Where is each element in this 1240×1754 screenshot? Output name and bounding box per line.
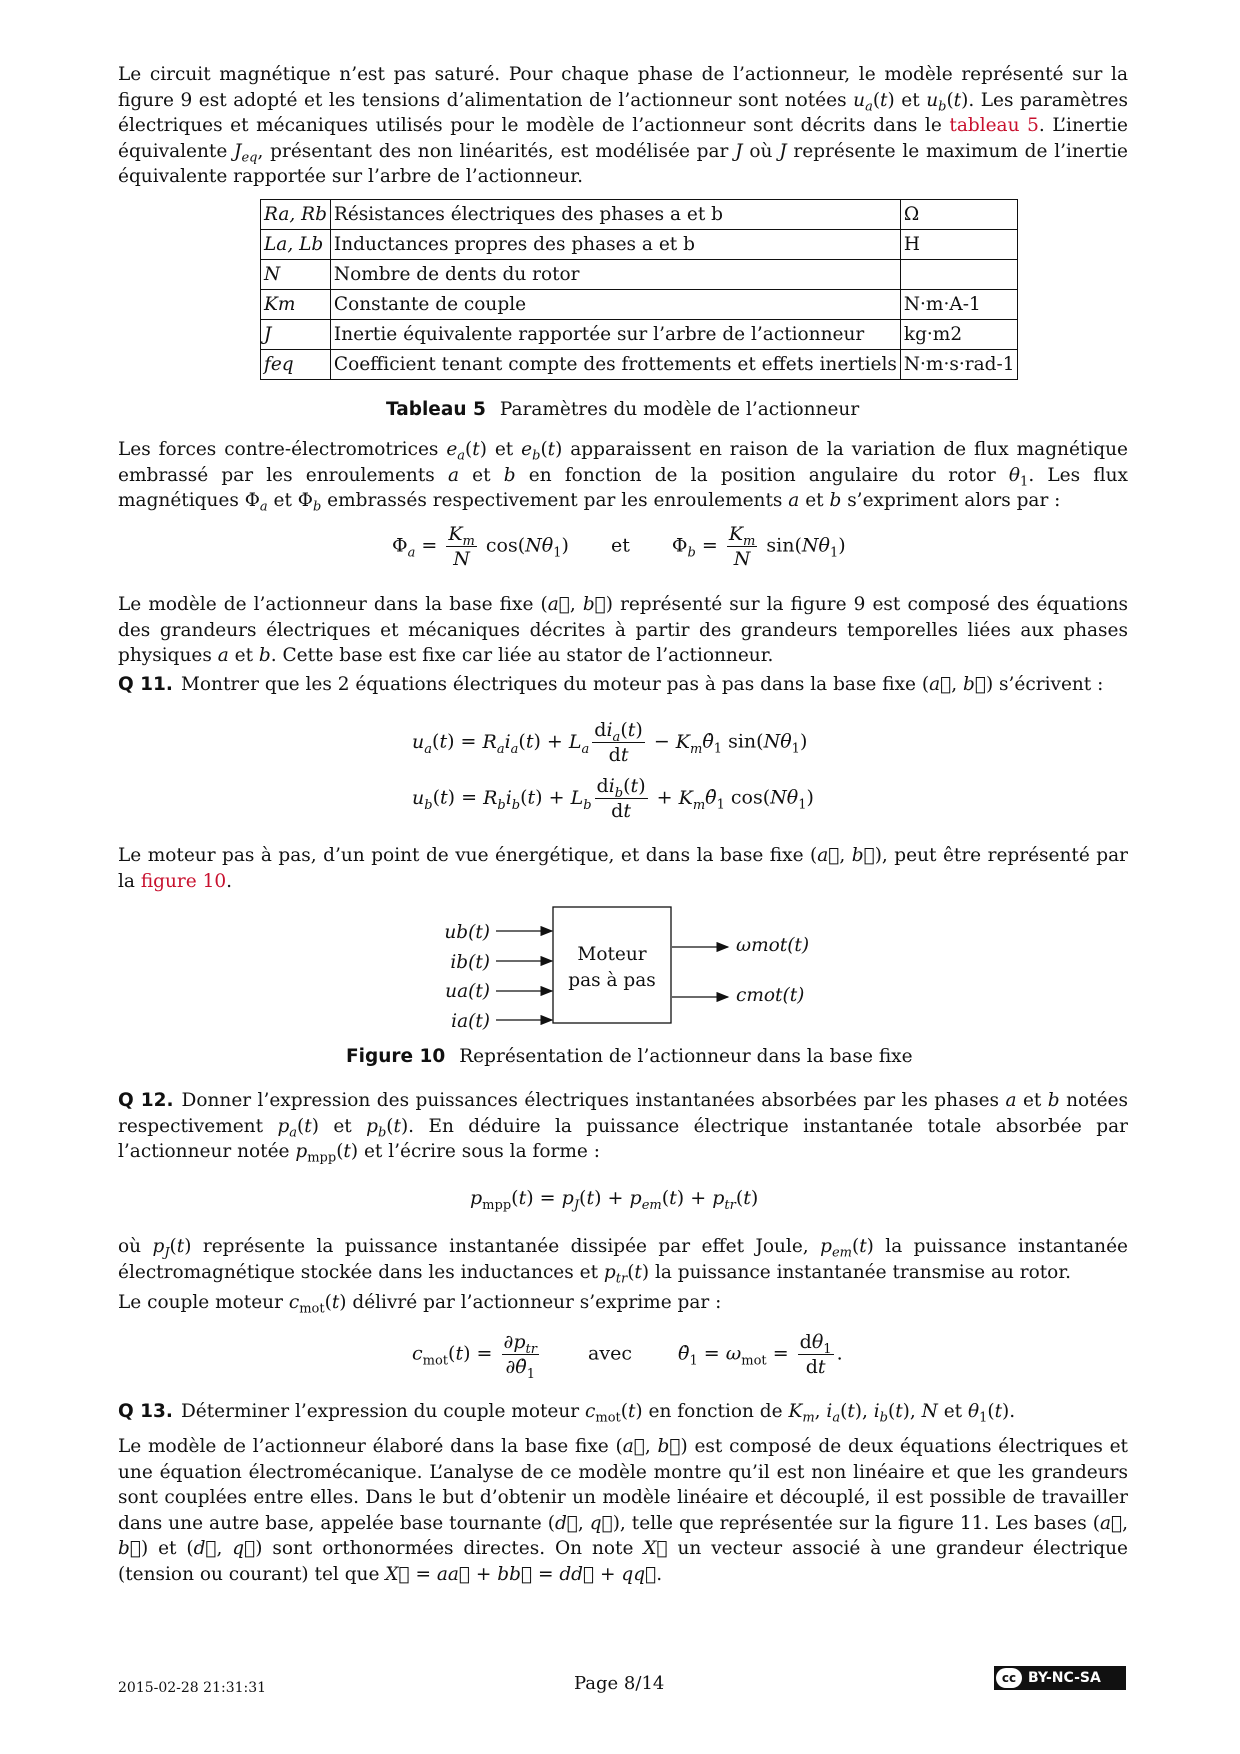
intro-paragraph: Le circuit magnétique n’est pas saturé. Pour chaque phase de l’actionneur, le modèle représenté sur la figure 9 est adopté et les tensions d’alimentation de l’actionneur sont notées $u_a(t)$ et $u_b(t)$. Les paramètres électriques et mécaniques utilisés pour le modèle de l’actionneur sont décrits dans le tableau 5. L’inertie équivalente $J_{eq}$, présentant des non linéarités, est modélisée par J où J représente le maximum de l’inertie équivalente rapportée sur l’arbre de l’actionneur. <box>118 64 1128 187</box>
model-paragraph: Le modèle de l’actionneur dans la base fixe (a⃗, b⃗) représenté sur la figure 9 est composé des équations des grandeurs électriques et mécaniques décrites à partir des grandeurs temporelles liées aux phases physiques a et b. Cette base est fixe car liée au stator de l’actionneur. <box>118 594 1128 666</box>
energy-paragraph: Le moteur pas à pas, d’un point de vue énergétique, et dans la base fixe (a⃗, b⃗), peut être représenté par la figure 10. <box>118 845 1128 892</box>
equation-ub: $u_b(t) = R_bi_b(t) + L_b$ $\frac{di_b(t)}{dt}$ + $K_m\thetȧ_1$ $\cos(N\theta_1)$ <box>412 775 814 822</box>
page-number: Page 8/14 <box>574 1673 665 1694</box>
couple-equation: $c_{mot}(t)$ = $\frac{\partial p_{tr}}{\partial\thetȧ_1}$ avec $\thetȧ_1 = \omega_{mot}$ = $\frac{d\theta_1}{dt}$ . <box>412 1331 843 1382</box>
output-label: cmot(t) <box>736 985 805 1006</box>
footer-timestamp: 2015-02-28 21:31:31 <box>118 1680 267 1696</box>
figure-caption: Figure 10 Représentation de l’actionneur dans la base fixe <box>346 1046 913 1067</box>
table-row: feq Coefficient tenant compte des frottements et effets inertiels N·m·s·rad-1 <box>261 350 1018 380</box>
input-label: ib(t) <box>450 951 490 973</box>
fcem-paragraph: Les forces contre-électromotrices $e_a(t)$ et $e_b(t)$ apparaissent en raison de la variation de flux magnétique embrassé par les enroulements a et b en fonction de la position angulaire du rotor $\theta_1$. Les flux magnétiques $\Phi_a$ et $\Phi_b$ embrassés respectivement par les enroulements a et b s’expriment alors par : <box>118 439 1128 515</box>
table-row: Km Constante de couple N·m·A-1 <box>261 290 1018 320</box>
input-label: ub(t) <box>444 922 490 943</box>
figure-ref-link[interactable]: figure 10 <box>140 870 227 892</box>
cc-icon: cc <box>996 1668 1022 1688</box>
question-11: Q 11. Montrer que les 2 équations électriques du moteur pas à pas dans la base fixe (a⃗, b⃗) s’écrivent : <box>118 674 1104 695</box>
table-row: Ra, Rb Résistances électriques des phases a et b Ω <box>261 200 1018 230</box>
flux-equation: $\Phi_a$ = $\frac{K_m}{N}$ $\cos(N\theta_1)$ et $\Phi_b$ = $\frac{K_m}{N}$ $\sin(N\theta_1)$ <box>392 523 846 570</box>
figure-inputs <box>430 918 490 1036</box>
table-caption: Tableau 5 Paramètres du modèle de l’actionneur <box>386 399 860 420</box>
couple-paragraph: Le couple moteur $c_{mot}(t)$ délivré par l’actionneur s’exprime par : <box>118 1292 722 1317</box>
parameters-table <box>260 199 1018 380</box>
table-row: J Inertie équivalente rapportée sur l’arbre de l’actionneur kg·m2 <box>261 320 1018 350</box>
equation-ua: $u_a(t) = R_ai_a(t) + L_a$ $\frac{di_a(t)}{dt}$ − $K_m\thetȧ_1$ $\sin(N\theta_1)$ <box>412 719 808 766</box>
output-label: ωmot(t) <box>736 935 810 956</box>
power-equation: $p_{mpp}(t) = p_J(t) + p_{em}(t) + p_{tr}(t)$ <box>470 1187 759 1213</box>
input-label: ua(t) <box>445 981 490 1002</box>
license-badge[interactable]: cc BY-NC-SA <box>994 1666 1126 1690</box>
input-label: ia(t) <box>451 1010 490 1032</box>
question-12: Q 12. Donner l’expression des puissances électriques instantanées absorbées par les phases a et b notées respectivement $p_a(t)$ et $p_b(t)$. En déduire la puissance électrique instantanée totale absorbée par l’actionneur notée $p_{mpp}(t)$ et l’écrire sous la forme : <box>118 1090 1128 1166</box>
table-row: La, Lb Inductances propres des phases a et b H <box>261 230 1018 260</box>
motor-label: Moteur pas à pas <box>568 944 656 991</box>
table-row: N Nombre de dents du rotor <box>261 260 1018 290</box>
question-13: Q 13. Déterminer l’expression du couple moteur $c_{mot}(t)$ en fonction de $K_m$, $i_a(t)$, $i_b(t)$, N et $\theta_1(t)$. <box>118 1401 1016 1426</box>
table-ref-link[interactable]: tableau 5 <box>949 115 1039 136</box>
joule-paragraph: où $p_J(t)$ représente la puissance instantanée dissipée par effet Joule, $p_{em}(t)$ la puissance instantanée électromagnétique stockée dans les inductances et $p_{tr}(t)$ la puissance instantanée transmise au rotor. <box>118 1236 1128 1287</box>
final-paragraph: Le modèle de l’actionneur élaboré dans la base fixe (a⃗, b⃗) est composé de deux équations électriques et une équation électromécanique. L’analyse de ce modèle montre qu’il est non linéaire et que les grandeurs sont couplées entre elles. Dans le but d’obtenir un modèle linéaire et découplé, il est possible de travailler dans une autre base, appelée base tournante (d⃗, q⃗), telle que représentée sur la figure 11. Les bases (a⃗, b⃗) et (d⃗, q⃗) sont orthonormées directes. On note X⃗ un vecteur associé à une grandeur électrique (tension ou courant) tel que X⃗ = aa⃗ + bb⃗ = dd⃗ + qq⃗. <box>118 1436 1128 1585</box>
